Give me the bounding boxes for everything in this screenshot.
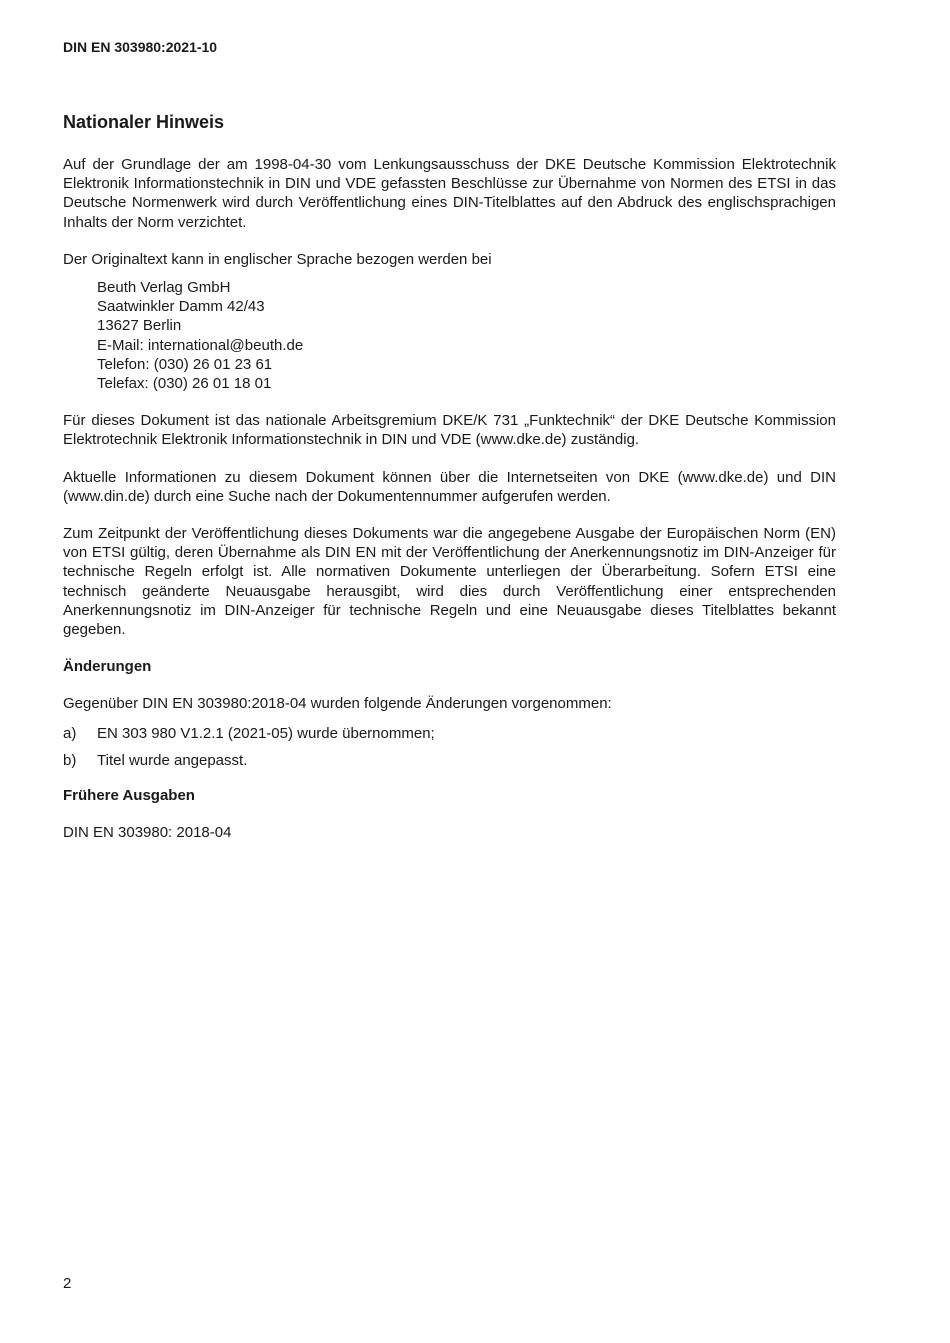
- list-marker: a): [63, 724, 77, 742]
- list-item-text: Titel wurde angepasst.: [97, 751, 248, 769]
- address-line-street: Saatwinkler Damm 42/43: [97, 298, 265, 316]
- paragraph-original-text: Der Originaltext kann in englischer Sprache bezogen werden bei: [63, 250, 492, 268]
- changes-list: [63, 724, 836, 770]
- list-item-text: EN 303 980 V1.2.1 (2021-05) wurde übernommen;: [97, 724, 435, 742]
- changes-intro: Gegenüber DIN EN 303980:2018-04 wurden folgende Änderungen vorgenommen:: [63, 695, 612, 713]
- list-marker: b): [63, 751, 77, 769]
- section-title: Nationaler Hinweis: [63, 112, 225, 132]
- paragraph-current-info: Aktuelle Informationen zu diesem Dokument können über die Internetseiten von DKE (www.dke.de) und DIN (www.din.de) durch eine Suche nach der Dokumentennummer aufgerufen werden.: [63, 468, 836, 505]
- address-line-phone: Telefon: (030) 26 01 23 61: [97, 355, 273, 373]
- paragraph-committee: Für dieses Dokument ist das nationale Arbeitsgremium DKE/K 731 „Funktechnik“ der DKE Deutsche Kommission Elektrotechnik Elektronik Informationstechnik in DIN und VDE (www.dke.de) zuständig.: [63, 412, 836, 449]
- list-item: [63, 751, 836, 770]
- address-line-city: 13627 Berlin: [97, 317, 182, 335]
- address-line-email: E-Mail: international@beuth.de: [97, 336, 304, 354]
- previous-editions-text: DIN EN 303980: 2018-04: [63, 824, 232, 842]
- document-body: [63, 155, 836, 842]
- page-number: 2: [63, 1275, 72, 1292]
- document-page: [63, 0, 836, 1343]
- paragraph-adoption: Auf der Grundlage der am 1998-04-30 vom Lenkungsausschuss der DKE Deutsche Kommission Elektrotechnik Elektronik Informationstechnik in DIN und VDE gefassten Beschlüsse zur Übernahme von Normen des ETSI in das Deutsche Normenwerk wird durch Veröffentlichung eines DIN-Titelblattes auf den Abdruck des englischsprachigen Inhalts der Norm verzichtet.: [63, 156, 836, 231]
- address-line-company: Beuth Verlag GmbH: [97, 279, 231, 297]
- publisher-address: [97, 278, 836, 393]
- previous-editions-heading: Frühere Ausgaben: [63, 787, 195, 805]
- document-id-header: DIN EN 303980:2021-10: [63, 39, 218, 55]
- paragraph-validity: Zum Zeitpunkt der Veröffentlichung dieses Dokuments war die angegebene Ausgabe der Europäischen Norm (EN) von ETSI gültig, deren Übernahme als DIN EN mit der Veröffentlichung der Anerkennungsnotiz im DIN-Anzeiger für technische Regeln erfolgt ist. Alle normativen Dokumente unterliegen der Überarbeitung. Sofern ETSI eine technisch geänderte Neuausgabe herausgibt, wird dies durch Veröffentlichung einer entsprechenden Anerkennungsnotiz im DIN-Anzeiger für technische Regeln und eine Neuausgabe dieses Titelblattes bekannt gegeben.: [63, 525, 836, 639]
- address-line-fax: Telefax: (030) 26 01 18 01: [97, 375, 272, 393]
- list-item: [63, 724, 836, 743]
- changes-heading: Änderungen: [63, 658, 152, 676]
